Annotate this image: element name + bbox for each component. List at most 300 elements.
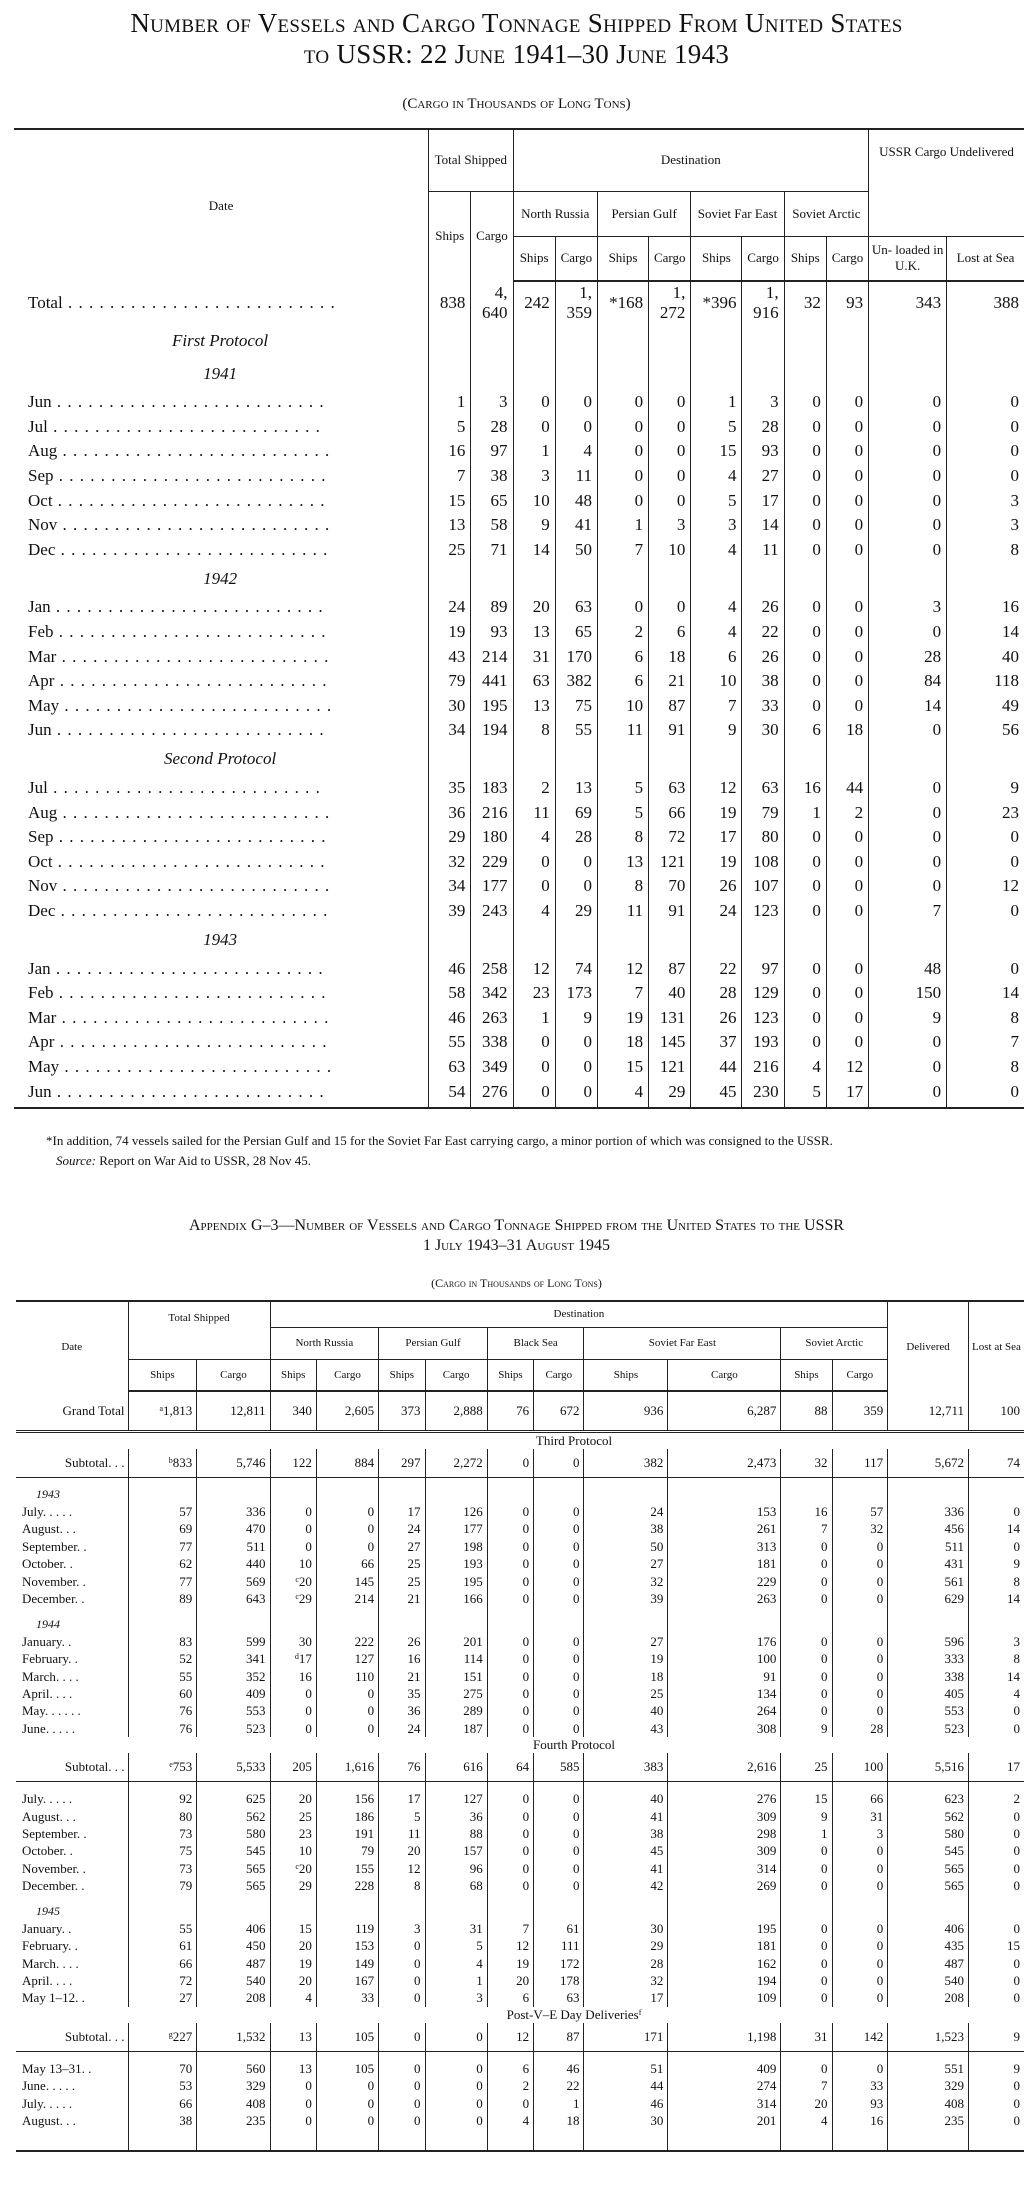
cell-value: 15	[814, 1791, 828, 1807]
empty-cell	[832, 1903, 888, 1920]
cell	[128, 1920, 197, 1937]
cell	[425, 1538, 487, 1555]
cell-value: 1,523	[934, 2029, 964, 2045]
cell-value: 0	[876, 1556, 884, 1572]
empty-cell	[584, 2130, 668, 2151]
cell-value: 0	[572, 1791, 580, 1807]
header-lost-at-sea: Lost at Sea	[947, 236, 1024, 281]
table-row	[16, 1860, 1024, 1877]
cell-value: 122	[292, 1455, 312, 1470]
empty-cell	[781, 1782, 832, 1791]
cell	[668, 1573, 781, 1590]
cell-value: 70	[179, 2060, 193, 2076]
cell-value: 333	[944, 1651, 964, 1667]
cell	[584, 1972, 668, 1989]
cell-value: 17	[407, 1791, 421, 1807]
source-label: Source:	[56, 1153, 96, 1168]
cell	[487, 1449, 533, 1478]
cell-value: 1,198	[747, 2029, 777, 2045]
cell-value: 166	[463, 1591, 483, 1607]
cell-value: 1,813	[163, 1403, 193, 1418]
cell: 0	[784, 488, 826, 513]
date-label: Total	[28, 292, 63, 312]
leader-dots: . . . . . . . . . . . . . . . . . . . . . . . . . .	[57, 802, 331, 822]
cell: 55	[555, 718, 597, 743]
cell: 129	[742, 981, 784, 1006]
cell-value: 373	[401, 1403, 421, 1418]
cell: 8	[513, 718, 555, 743]
cell: 0	[649, 464, 691, 489]
cell	[668, 2112, 781, 2129]
date-label: August	[22, 1808, 60, 1824]
cell-value: 0	[305, 1720, 312, 1736]
cell-value: 227	[172, 2029, 193, 2045]
empty-cell	[379, 1782, 425, 1791]
cell	[487, 1651, 533, 1668]
cell	[832, 1703, 888, 1720]
cell: 8	[947, 538, 1024, 563]
cell-value: 3	[414, 1920, 421, 1936]
cell: 0	[784, 669, 826, 694]
cell-value: 64	[516, 1759, 530, 1775]
cell-value: 625	[246, 1791, 266, 1807]
cell-value: 553	[944, 1703, 964, 1719]
cell	[969, 1573, 1025, 1590]
cell	[270, 1972, 316, 1989]
cell	[534, 2060, 584, 2077]
cell	[969, 1860, 1025, 1877]
cell	[781, 1538, 832, 1555]
cell	[425, 1573, 487, 1590]
empty-cell	[197, 1478, 270, 1487]
cell: 28	[869, 644, 947, 669]
cell: 0	[513, 1030, 555, 1055]
cell: 36	[429, 800, 471, 825]
cell: 65	[555, 620, 597, 645]
protocol-name: Third Protocol	[535, 1433, 613, 1448]
leader-dots: . . . . . . . . . . . . . . . . . . . . . . . . . .	[53, 622, 327, 642]
cell: 19	[429, 620, 471, 645]
cell	[379, 2078, 425, 2095]
cell-value: 0	[305, 2095, 312, 2111]
date-label: Jun	[28, 1081, 52, 1101]
leader-dots: . .	[76, 1825, 87, 1841]
cell: 4	[691, 464, 742, 489]
cell	[316, 1590, 378, 1607]
row-date	[14, 1030, 429, 1055]
table-row	[14, 850, 1024, 875]
cell-value: 38	[179, 2113, 193, 2129]
cell	[668, 1449, 781, 1478]
empty-cell	[471, 923, 513, 956]
cell-value: 565	[246, 1878, 266, 1894]
cell	[781, 1972, 832, 1989]
empty-cell	[16, 2007, 128, 2023]
cell-value: 8	[1013, 1573, 1020, 1589]
date-label: Feb	[28, 622, 54, 642]
cell-value: 27	[179, 1990, 193, 2006]
cell-value: 261	[756, 1521, 777, 1537]
cell-value: 83	[179, 1633, 193, 1649]
cell-value: 0	[522, 1633, 530, 1649]
cell: 39	[429, 899, 471, 924]
cell	[316, 1668, 378, 1685]
cell: 9	[691, 718, 742, 743]
cell-value: 127	[354, 1651, 375, 1667]
cell	[668, 1521, 781, 1538]
cell: 0	[826, 1005, 868, 1030]
table2-body	[16, 1391, 1024, 2151]
cell	[668, 1972, 781, 1989]
cell-value: 17	[1007, 1759, 1020, 1775]
cell-value: 0	[876, 1573, 884, 1589]
date-label: January	[22, 1633, 62, 1649]
cell-value: 511	[944, 1538, 964, 1554]
cell-value: 77	[179, 1538, 193, 1554]
cell-value: 25	[814, 1759, 828, 1775]
cell	[832, 1938, 888, 1955]
cell-value: 16	[870, 2113, 884, 2129]
cell-value: 126	[463, 1504, 483, 1520]
cell-value: 194	[756, 1973, 777, 1989]
empty-cell	[597, 562, 648, 595]
cell	[832, 1860, 888, 1877]
empty-cell	[832, 1478, 888, 1487]
cell-value: 43	[650, 1720, 664, 1736]
cell-value: 0	[821, 1651, 828, 1667]
empty-cell	[16, 2130, 128, 2151]
cell-value: 25	[650, 1685, 664, 1701]
cell	[316, 1391, 378, 1432]
cell-value: 0	[522, 1720, 530, 1736]
empty-cell	[888, 1616, 969, 1633]
cell	[888, 2112, 969, 2129]
spacer-row	[16, 1478, 1024, 1487]
cell-value: 187	[463, 1720, 483, 1736]
cell-value: 8	[1013, 1651, 1020, 1667]
empty-cell	[947, 562, 1024, 595]
cell	[668, 1590, 781, 1607]
empty-cell	[668, 2052, 781, 2061]
cell: 0	[513, 850, 555, 875]
date-label: Jan	[28, 597, 51, 617]
cell-value: 2,473	[747, 1455, 777, 1470]
table-row	[16, 1521, 1024, 1538]
cell-value: 0	[522, 1808, 530, 1824]
cell	[584, 1651, 668, 1668]
cell: 26	[742, 644, 784, 669]
cell	[316, 1703, 378, 1720]
cell: 22	[691, 956, 742, 981]
cell: 0	[784, 390, 826, 415]
cell	[197, 1972, 270, 1989]
cell-value: 0	[476, 2113, 483, 2129]
cell-value: 0	[821, 1920, 828, 1936]
cell-value: 36	[469, 1808, 483, 1824]
cell	[425, 2023, 487, 2052]
cell	[534, 1753, 584, 1782]
row-date	[16, 1843, 128, 1860]
cell	[270, 2112, 316, 2129]
empty-cell	[487, 1486, 533, 1503]
cell	[197, 2060, 270, 2077]
empty-cell	[781, 1608, 832, 1616]
cell: 80	[742, 825, 784, 850]
cell-value: 5,672	[934, 1455, 964, 1470]
cell: 0	[784, 439, 826, 464]
empty-cell	[534, 1486, 584, 1503]
cell: 14	[742, 513, 784, 538]
cell	[128, 1449, 197, 1478]
cell: 150	[869, 981, 947, 1006]
cell: 13	[513, 694, 555, 719]
cell	[584, 1920, 668, 1937]
row-date	[14, 1055, 429, 1080]
cell	[584, 1990, 668, 2007]
cell: 1	[784, 800, 826, 825]
cell-value: 149	[354, 1955, 375, 1971]
year-heading	[14, 923, 1024, 956]
cell: 23	[513, 981, 555, 1006]
empty-cell	[471, 562, 513, 595]
cell-value: 105	[354, 2060, 375, 2076]
cell	[316, 1573, 378, 1590]
row-date	[14, 439, 429, 464]
cell	[128, 1521, 197, 1538]
row-date	[14, 595, 429, 620]
cell-value: 0	[476, 2095, 483, 2111]
cell: 93	[826, 281, 868, 324]
cell: 97	[471, 439, 513, 464]
cell	[487, 1538, 533, 1555]
cell-value: 0	[367, 1538, 375, 1554]
cell-value: 5	[414, 1808, 421, 1824]
empty-cell	[16, 1608, 128, 1616]
leader-dots: . . . . . . . . . . . . . . . . . . . . . . . . . .	[56, 1007, 330, 1027]
cell	[584, 1825, 668, 1842]
cell	[487, 1720, 533, 1737]
cell	[379, 1391, 425, 1432]
cell	[270, 1843, 316, 1860]
cell	[379, 1877, 425, 1894]
cell	[316, 1720, 378, 1737]
empty-cell	[16, 1737, 128, 1753]
empty-cell	[691, 357, 742, 390]
cell: 0	[869, 390, 947, 415]
cell	[270, 1753, 316, 1782]
cell: 4	[784, 1055, 826, 1080]
cell: 0	[947, 956, 1024, 981]
cell	[197, 1573, 270, 1590]
empty-cell	[128, 2130, 197, 2151]
cell-value: 0	[522, 1703, 530, 1719]
cell	[197, 1877, 270, 1894]
cell	[316, 2112, 378, 2129]
cell-value: 26	[407, 1633, 421, 1649]
cell-value: 15	[298, 1920, 312, 1936]
table-row	[14, 1055, 1024, 1080]
cell	[584, 1753, 668, 1782]
row-date	[14, 415, 429, 440]
cell-value: 340	[292, 1403, 312, 1418]
date-label: November	[22, 1573, 77, 1589]
table1-title	[0, 8, 1033, 70]
cell: 0	[826, 644, 868, 669]
empty-cell	[379, 1616, 425, 1633]
cell: 71	[471, 538, 513, 563]
cell-value: 60	[179, 1685, 193, 1701]
table-row	[14, 694, 1024, 719]
empty-cell	[197, 2052, 270, 2061]
cell: 14	[947, 620, 1024, 645]
cell	[668, 1990, 781, 2007]
empty-cell	[270, 1895, 316, 1903]
cell-value: 0	[1013, 1955, 1020, 1971]
cell	[584, 1538, 668, 1555]
cell-value: 153	[756, 1504, 777, 1520]
empty-cell	[534, 1782, 584, 1791]
cell	[128, 1685, 197, 1702]
cell-value: 269	[756, 1878, 777, 1894]
cell: 33	[742, 694, 784, 719]
cell-value: 10	[298, 1843, 312, 1859]
year-heading-row	[16, 1486, 1024, 1503]
cell	[379, 1843, 425, 1860]
empty-cell	[270, 1608, 316, 1616]
date-label: February	[22, 1651, 69, 1667]
cell	[781, 2095, 832, 2112]
table2-title	[0, 1216, 1033, 1256]
cell: 21	[649, 669, 691, 694]
cell	[270, 1538, 316, 1555]
cell-value: 25	[407, 1573, 421, 1589]
cell-value: 309	[756, 1808, 777, 1824]
cell: 10	[649, 538, 691, 563]
section-heading	[14, 743, 1024, 776]
cell-value: 162	[756, 1955, 777, 1971]
empty-cell	[555, 743, 597, 776]
header-sa-ships: Ships	[784, 236, 826, 281]
cell	[128, 1790, 197, 1807]
cell-value: 329	[944, 2078, 964, 2094]
empty-cell	[888, 1486, 969, 1503]
cell: 9	[947, 776, 1024, 801]
cell: 13	[555, 776, 597, 801]
empty-cell	[784, 357, 826, 390]
cell: 10	[691, 669, 742, 694]
cell: 0	[826, 825, 868, 850]
empty-cell	[316, 2130, 378, 2151]
empty-cell	[379, 1895, 425, 1903]
date-label: Jun	[28, 720, 52, 740]
cell-value: 298	[756, 1825, 777, 1841]
cell	[425, 1685, 487, 1702]
empty-cell	[513, 324, 555, 357]
cell-value: 0	[305, 2113, 312, 2129]
cell-value: 8	[414, 1878, 421, 1894]
table-row	[16, 1825, 1024, 1842]
year-heading: 1944	[36, 1616, 60, 1631]
cell: 0	[513, 1079, 555, 1108]
table-row	[16, 1790, 1024, 1807]
cell-value: 22	[566, 2078, 580, 2094]
cell	[379, 1573, 425, 1590]
cell-value: 408	[944, 2095, 964, 2111]
cell	[379, 1720, 425, 1737]
cell	[888, 1808, 969, 1825]
empty-cell	[649, 562, 691, 595]
cell	[584, 1633, 668, 1650]
empty-cell	[869, 743, 947, 776]
cell-value: 643	[246, 1591, 266, 1607]
cell-value: 336	[944, 1504, 964, 1520]
cell: 74	[555, 956, 597, 981]
header-undelivered: USSR Cargo Undelivered	[869, 129, 1024, 236]
empty-cell	[429, 923, 471, 956]
cell-value: 580	[944, 1825, 964, 1841]
cell: 0	[826, 513, 868, 538]
date-label: August	[22, 1521, 60, 1537]
cell: 3	[869, 595, 947, 620]
cell	[425, 1790, 487, 1807]
cell	[425, 1668, 487, 1685]
cell-value: 77	[179, 1573, 193, 1589]
leader-dots: . . .	[59, 1808, 76, 1824]
cell	[487, 1590, 533, 1607]
cell-value: 551	[944, 2060, 964, 2076]
cell: 19	[691, 800, 742, 825]
cell	[969, 1843, 1025, 1860]
cell: 12	[597, 956, 648, 981]
cell	[781, 1825, 832, 1842]
cell: 0	[869, 1055, 947, 1080]
cell	[969, 2112, 1025, 2129]
table-row	[14, 620, 1024, 645]
leader-dots: . . . . . . . . . . . . . . . . . . . . . . . . . .	[51, 1081, 325, 1101]
cell	[487, 2078, 533, 2095]
cell: 0	[784, 464, 826, 489]
cell	[487, 1391, 533, 1432]
cell-value: 7	[821, 2078, 828, 2094]
cell: 0	[784, 644, 826, 669]
empty-cell	[781, 1478, 832, 1487]
cell-value: 580	[246, 1825, 266, 1841]
cell	[534, 1556, 584, 1573]
cell-value: 31	[870, 1808, 884, 1824]
cell: 4	[513, 825, 555, 850]
cell	[888, 1590, 969, 1607]
cell	[534, 2095, 584, 2112]
cell: 9	[555, 1005, 597, 1030]
cell	[379, 2023, 425, 2052]
empty-cell	[597, 357, 648, 390]
cell: 0	[826, 595, 868, 620]
cell	[197, 1843, 270, 1860]
cell-value: 0	[1013, 1720, 1020, 1736]
cell	[584, 1573, 668, 1590]
t2-header-total-shipped: Total Shipped	[128, 1301, 270, 1359]
cell: 55	[429, 1030, 471, 1055]
cell: 183	[471, 776, 513, 801]
cell	[534, 2078, 584, 2095]
cell-value: 0	[876, 1651, 884, 1667]
cell: 9	[869, 1005, 947, 1030]
cell-value: 155	[354, 1860, 375, 1876]
table-row	[16, 1590, 1024, 1607]
cell: 75	[555, 694, 597, 719]
date-label: January	[22, 1920, 62, 1936]
section-heading-label: Second Protocol	[163, 749, 277, 769]
